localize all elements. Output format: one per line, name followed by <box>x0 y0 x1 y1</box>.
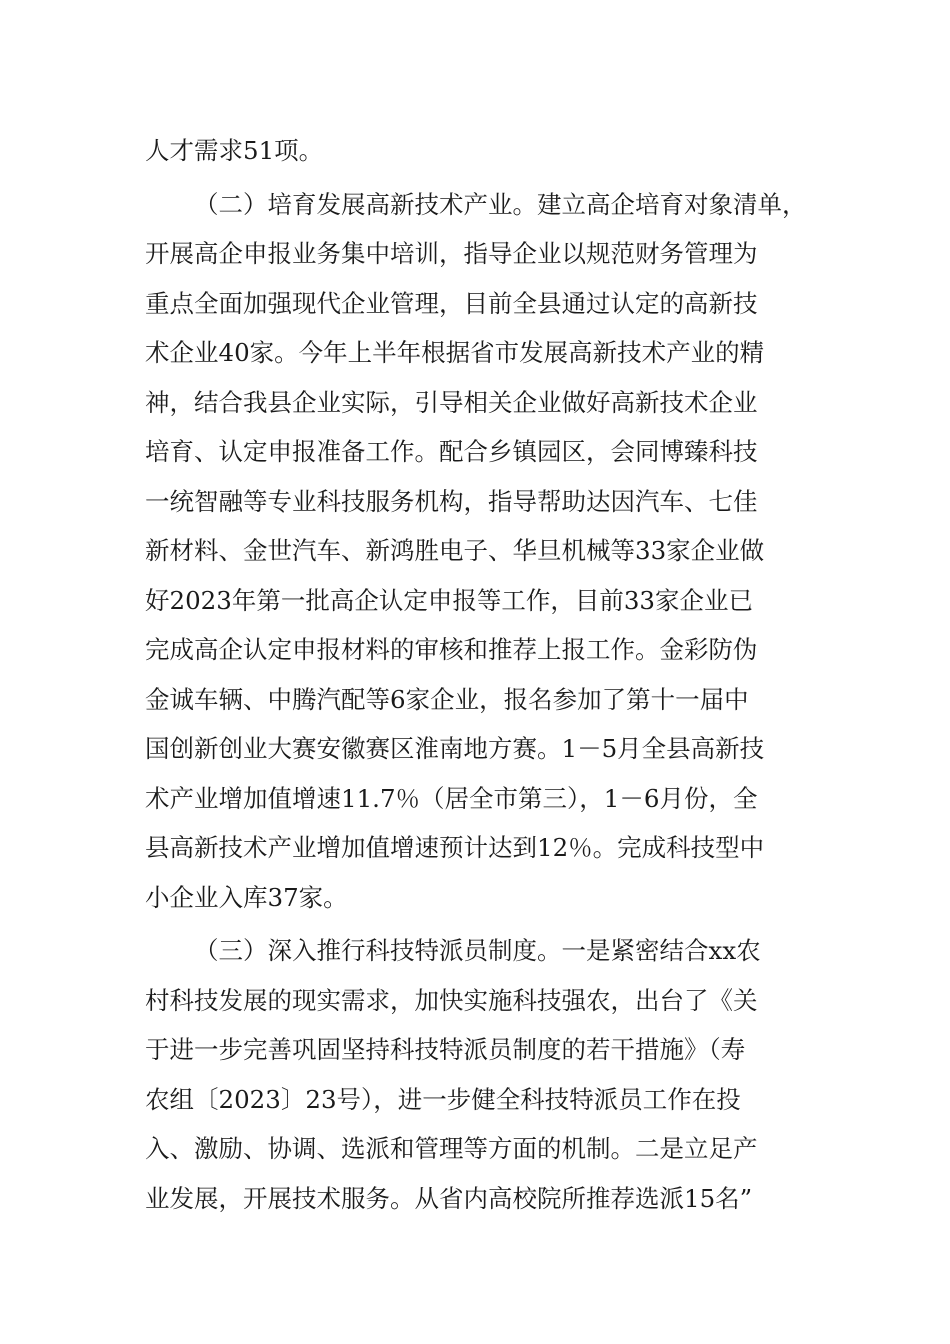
text-line: （三）深入推行科技特派员制度。一是紧密结合xx农 <box>194 936 761 965</box>
text-line: 村科技发展的现实需求，加快实施科技强农，出台了《关 <box>145 985 758 1015</box>
text-line: 金诚车辆、中腾汽配等6家企业，报名参加了第十一届中 <box>145 684 749 714</box>
paragraph-tech-commissioner <box>145 926 825 1223</box>
text-line: 重点全面加强现代企业管理，目前全县通过认定的高新技 <box>145 288 758 318</box>
text-line: 于进一步完善巩固坚持科技特派员制度的若干措施》（寿 <box>145 1035 746 1064</box>
text-line: 神，结合我县企业实际，引导相关企业做好高新技术企业 <box>145 387 758 417</box>
text-line: 培育、认定申报准备工作。配合乡镇园区，会同博臻科技 <box>145 437 758 466</box>
text-line: 业发展，开展技术服务。从省内高校院所推荐选派15名” <box>145 1183 753 1213</box>
text-line: 入、激励、协调、选派和管理等方面的机制。二是立足产 <box>145 1134 758 1163</box>
paragraph-high-tech-industry <box>145 180 825 923</box>
text-line: 一统智融等专业科技服务机构，指导帮助达因汽车、七佳 <box>145 486 758 516</box>
text-line: 术产业增加值增速11.7％（居全市第三），1－6月份，全 <box>145 783 758 813</box>
text-line: 县高新技术产业增加值增速预计达到12％。完成科技型中 <box>145 833 765 862</box>
text-line: （二）培育发展高新技术产业。建立高企培育对象清单， <box>194 189 807 219</box>
text-line: 好2023年第一批高企认定申报等工作，目前33家企业已 <box>145 585 754 615</box>
text-line: 农组〔2023〕23号），进一步健全科技特派员工作在投 <box>145 1084 741 1114</box>
text-line: 术企业40家。今年上半年根据省市发展高新技术产业的精 <box>145 338 765 367</box>
text-line: 完成高企认定申报材料的审核和推荐上报工作。金彩防伪 <box>145 635 758 664</box>
text-line: 人才需求51项。 <box>145 136 324 165</box>
document-body <box>145 126 825 1223</box>
text-line: 开展高企申报业务集中培训，指导企业以规范财务管理为 <box>145 239 758 268</box>
text-line: 国创新创业大赛安徽赛区淮南地方赛。1－5月全县高新技 <box>145 734 765 763</box>
text-line: 新材料、金世汽车、新鸿胜电子、华旦机械等33家企业做 <box>145 536 765 565</box>
paragraph-talent-demand <box>145 126 825 176</box>
text-line: 小企业入库37家。 <box>145 882 348 912</box>
